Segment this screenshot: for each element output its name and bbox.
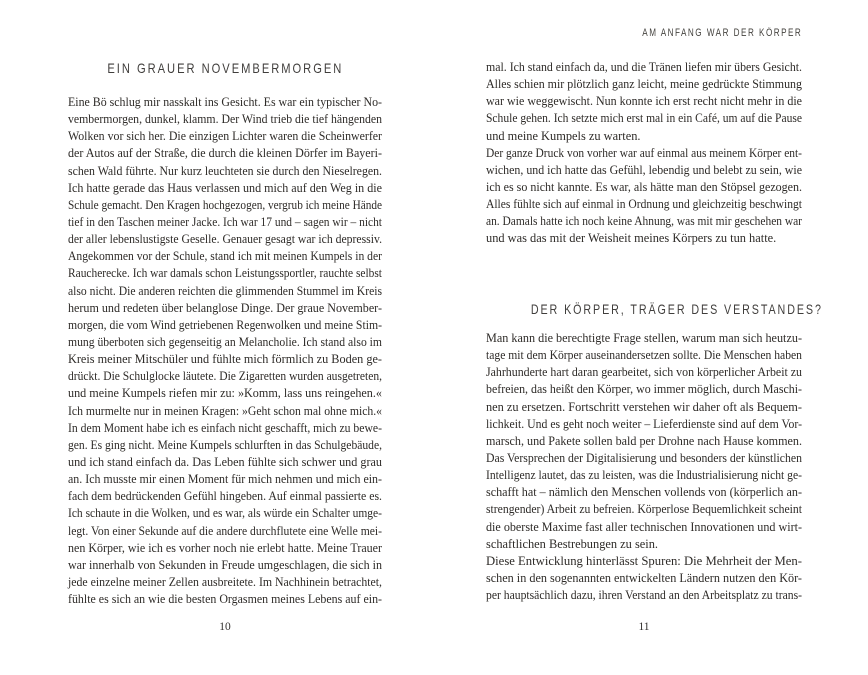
text-line	[486, 196, 802, 213]
text-line-content: Schule gemacht. Den Kragen hochgezogen, vergrub ich meine Hände	[68, 197, 382, 212]
text-line	[486, 128, 802, 145]
text-line	[68, 317, 382, 334]
text-line-content: Ich murmelte nur in meinen Kragen: »Geht schon mal ohne mich.«	[68, 403, 382, 418]
text-line	[486, 587, 802, 604]
text-line	[68, 557, 382, 574]
right-page-body-section1	[486, 59, 802, 248]
section-heading-left-text: EIN GRAUER NOVEMBERMORGEN	[106, 60, 343, 76]
text-line	[68, 574, 382, 591]
text-line-content: nen zu ersetzen. Fortschritt verstehen wir daher oft als Bequem-	[486, 399, 802, 414]
text-line	[68, 197, 382, 214]
text-line-content: gen. Es ging nicht. Meine Kumpels schlurften in das Schulgebäude,	[68, 437, 382, 452]
text-line	[486, 467, 802, 484]
text-line	[68, 248, 382, 265]
text-line-content: mal. Ich stand einfach da, und die Tränen liefen mir übers Gesicht.	[486, 60, 802, 74]
text-line-content: fühlte es sich an wie die besten Orgasmen meines Lebens auf ein-	[68, 592, 382, 607]
text-line	[486, 416, 802, 433]
text-line-content: Das Versprechen der Digitalisierung und besonders der künstlichen	[486, 450, 802, 465]
section-heading-right-text: DER KÖRPER, TRÄGER DES VERSTANDES?	[530, 301, 823, 317]
text-line	[486, 364, 802, 381]
text-line	[68, 163, 382, 180]
text-line-content: mung überboten sich gegenseitig an Melancholie. Ich stand also im	[68, 334, 382, 349]
text-line-content: war innerhalb von Sekunden in Freude umgeschlagen, die sich in	[68, 557, 382, 572]
text-line	[68, 214, 382, 231]
right-page-body-section2	[486, 330, 802, 604]
text-line	[68, 540, 382, 557]
text-line-content: schen in den sogenannten entwickelten Ländern nutzen den Kör-	[486, 570, 802, 585]
text-line-content: legt. Von einer Sekunde auf die andere durchflutete eine Welle mei-	[68, 523, 382, 538]
text-line-content: Raucherecke. Ich war damals schon Leistungssportler, rauchte selbst	[68, 266, 382, 281]
text-line-content: an. Ich musste mir einen Moment für mich nehmen und mich ein-	[68, 472, 382, 487]
page-number-right: 11	[638, 621, 650, 633]
text-line	[486, 162, 802, 179]
running-header-text: AM ANFANG WAR DER KÖRPER	[642, 27, 802, 39]
text-line-content: schafft hat – nämlich den Menschen vollends von (körperlich an-	[486, 485, 802, 500]
text-line-content: per hauptsächlich dazu, ihren Verstand an den Arbeitsplatz zu trans-	[486, 588, 802, 603]
text-line	[486, 213, 802, 230]
text-line	[68, 231, 382, 248]
section-heading-right	[486, 301, 823, 317]
text-line	[486, 145, 802, 162]
text-line-content: vembermorgen, dunkel, klamm. Der Wind trieb die tief hängenden	[68, 112, 382, 127]
text-line	[486, 519, 802, 536]
text-line-content: also nicht. Die anderen reichten die glimmenden Stummel im Kreis	[68, 283, 382, 298]
text-line-content: marsch, und Pakete sollen bald per Drohne nach Hause kommen.	[486, 433, 802, 448]
text-line	[68, 454, 382, 471]
text-line-content: Intelligenz lautet, das zu leisten, was die Industrialisierung nicht ge-	[486, 468, 802, 483]
text-line-content: lichkeit. Und es geht noch weiter – Lieferdienste sind auf dem Vor-	[486, 416, 802, 431]
text-line	[486, 347, 802, 364]
text-line-content: Kreis meiner Mitschüler und fühlte mich förmlich zu Boden ge-	[68, 352, 382, 367]
text-line-content: morgen, die vom Wind getriebenen Regenwolken und meine Stim-	[68, 317, 382, 332]
text-line	[486, 570, 802, 587]
text-line	[486, 330, 802, 347]
text-line	[486, 59, 802, 76]
text-line-content: Schule gehen. Ich setzte mich erst mal in ein Café, um auf die Pause	[486, 111, 802, 126]
text-line	[486, 179, 802, 196]
text-line	[68, 265, 382, 282]
text-line-content: an. Damals hatte ich noch keine Ahnung, was mit mir geschehen war	[486, 214, 802, 229]
text-line	[486, 110, 802, 127]
text-line-content: Eine Bö schlug mir nasskalt ins Gesicht. Es war ein typischer No-	[68, 95, 382, 109]
text-line-content: und meine Kumpels zu warten.	[486, 128, 641, 143]
text-line	[486, 553, 802, 570]
text-line	[68, 523, 382, 540]
text-line	[68, 180, 382, 197]
text-line	[486, 76, 802, 93]
text-line-content: tief in den Taschen meiner Jacke. Ich war 17 und – sagen wir – nicht	[68, 214, 382, 229]
text-line	[68, 300, 382, 317]
text-line-content: die oberste Maxime fast aller technischen Innovationen und wirt-	[486, 519, 802, 534]
text-line-content: Alles fühlte sich auf einmal in Ordnung und gleichzeitig beschwingt	[486, 197, 802, 212]
text-line	[68, 145, 382, 162]
text-line	[486, 381, 802, 398]
text-line-content: Ich schaute in die Wolken, und es war, als würde ein Schalter umge-	[68, 506, 382, 521]
text-line-content: In dem Moment habe ich es einfach nicht geschafft, mich zu bewe-	[68, 420, 382, 435]
text-line	[68, 111, 382, 128]
text-line-content: Ich hatte gerade das Haus verlassen und mich auf den Weg in die	[68, 180, 382, 195]
text-line-content: und ich stand einfach da. Das Leben fühlte sich schwer und grau	[68, 454, 382, 469]
text-line-content: Der ganze Druck von vorher war auf einmal aus meinem Körper ent-	[486, 145, 802, 160]
text-line-content: Wolken vor sich her. Die einzigen Lichter waren die Scheinwerfer	[68, 129, 382, 144]
text-line-content: Man kann die berechtigte Frage stellen, warum man sich heutzu-	[486, 331, 802, 345]
text-line	[486, 399, 802, 416]
text-line	[486, 230, 802, 247]
text-line-content: und was das mit der Weisheit meines Körpers zu tun hatte.	[486, 231, 777, 246]
text-line	[68, 368, 382, 385]
section-heading-left	[68, 61, 382, 75]
text-line	[68, 385, 382, 402]
left-page-body	[68, 94, 382, 608]
text-line-content: der aller lebenslustigste Geselle. Genauer gesagt war ich depressiv.	[68, 232, 382, 247]
text-line-content: jede einzelne meiner Zellen ausbreitete. Im Nachhinein betrachtet,	[68, 574, 382, 589]
text-line-content: tage mit dem Körper auseinandersetzen sollte. Die Menschen haben	[486, 348, 802, 363]
text-line-content: Alles schien mir plötzlich ganz leicht, meine gedrückte Stimmung	[486, 77, 802, 92]
text-line	[68, 488, 382, 505]
text-line	[486, 484, 802, 501]
page-left	[68, 0, 382, 675]
text-line-content: der Autos auf der Straße, die durch die kleinen Dörfer im Bayeri-	[68, 146, 382, 161]
text-line	[68, 351, 382, 368]
text-line	[68, 128, 382, 145]
text-line-content: wichen, und ich hatte das Gefühl, lebendig und belebt zu sein, wie	[486, 162, 802, 177]
text-line-content: befreien, das heißt den Körper, wo immer möglich, durch Maschi-	[486, 382, 802, 397]
text-line	[68, 471, 382, 488]
text-line-content: Angekommen vor der Schule, stand ich mit meinen Kumpels in der	[68, 249, 382, 264]
text-line-content: drückt. Die Schulglocke läutete. Die Zigaretten wurden ausgetreten,	[68, 369, 382, 384]
text-line	[68, 505, 382, 522]
text-line	[486, 501, 802, 518]
text-line-content: strengender) Arbeit zu befreien. Körperlose Bequemlichkeit scheint	[486, 502, 802, 517]
text-line	[68, 420, 382, 437]
text-line-content: schen Wald führte. Nur kurz leuchteten sie durch den Nieselregen.	[68, 163, 382, 178]
text-line	[68, 403, 382, 420]
text-line	[68, 437, 382, 454]
text-line-content: ich es so nicht kannte. Es war, als hätte man den Stöpsel gezogen.	[486, 179, 802, 194]
text-line	[68, 94, 382, 111]
text-line-content: war wie weggewischt. Nun konnte ich erst recht nicht mehr in die	[486, 94, 802, 109]
text-line-content: fach dem bedrückenden Gefühl hingeben. Auf einmal passierte es.	[68, 489, 382, 504]
text-line	[486, 450, 802, 467]
text-line	[68, 591, 382, 608]
text-line	[486, 433, 802, 450]
page-right	[486, 0, 823, 675]
text-line	[68, 334, 382, 351]
text-line-content: und meine Kumpels riefen mir zu: »Komm, lass uns reingehen.«	[68, 386, 382, 401]
text-line	[486, 93, 802, 110]
text-line	[68, 283, 382, 300]
text-line	[486, 536, 802, 553]
text-line-content: herum und redeten über belanglose Dinge. Der graue November-	[68, 300, 382, 315]
page-number-left: 10	[219, 621, 231, 633]
text-line-content: nen Körper, wie ich es vorher noch nie erlebt hatte. Meine Trauer	[68, 540, 382, 555]
text-line-content: Diese Entwicklung hinterlässt Spuren: Die Mehrheit der Men-	[486, 553, 802, 568]
running-header	[586, 28, 802, 39]
text-line-content: schaftlichen Bestrebungen zu sein.	[486, 536, 659, 551]
text-line-content: Jahrhunderte hart daran gearbeitet, sich von körperlicher Arbeit zu	[486, 365, 802, 380]
